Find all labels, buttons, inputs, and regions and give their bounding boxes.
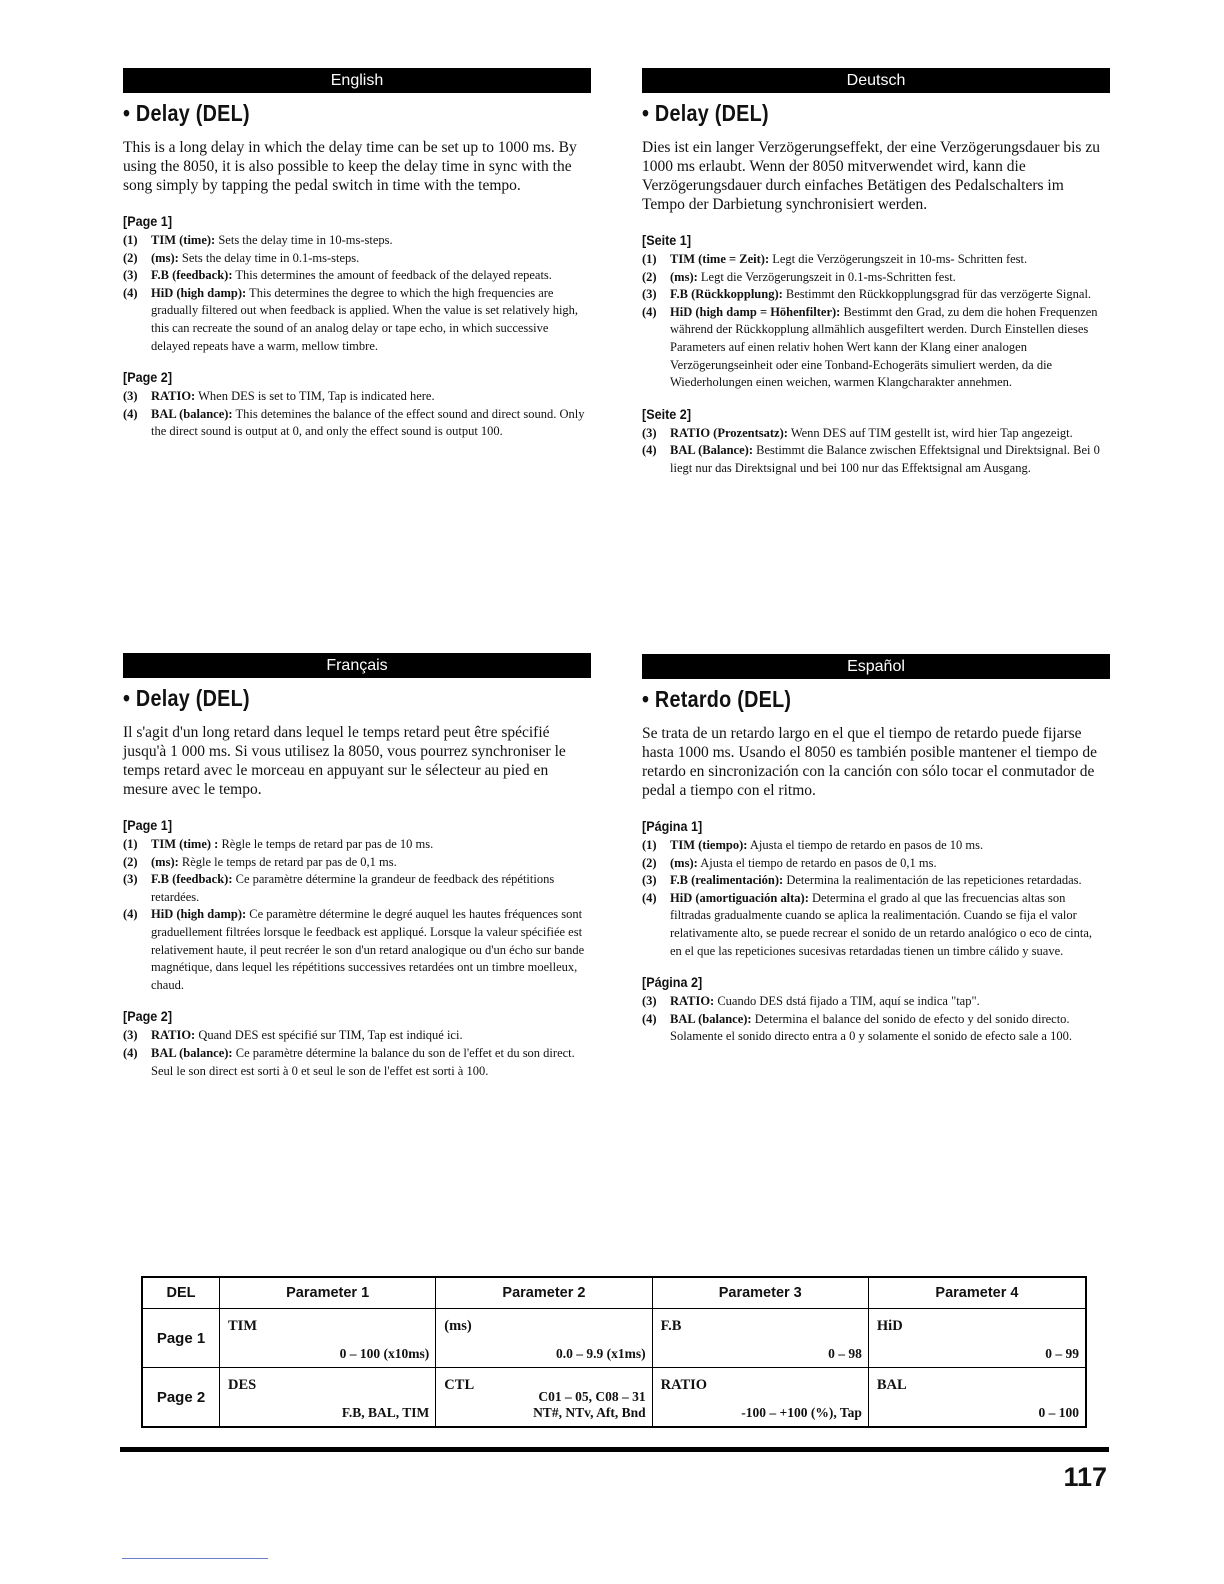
param-name: TIM <box>228 1318 257 1334</box>
section-francais <box>123 653 591 1094</box>
param-item: (1) TIM (time) : Règle le temps de retard par pas de 10 ms. <box>123 837 434 851</box>
param-range: 0 – 100 <box>1038 1405 1079 1420</box>
section-title: • Retardo (DEL) <box>642 686 792 712</box>
table-cell <box>868 1309 1086 1368</box>
page2-params <box>123 388 591 441</box>
param-item: (3) RATIO: Quand DES est spécifié sur TIM, Tap est indiqué ici. <box>123 1028 463 1043</box>
param-name: (ms) <box>444 1318 472 1334</box>
param-range: 0.0 – 9.9 (x1ms) <box>555 1346 646 1361</box>
table-cell <box>220 1368 436 1428</box>
intro-text: Dies ist ein langer Verzögerungseffekt, der eine Verzögerungsdauer bis zu 1000 ms erlaubt. Wenn der 8050 mitverwendet wird, kann die Verzögerungsdauer durch einfaches Betätigen des Pedalschalters im Tempo der Darbietung synchronisiert werden. <box>642 139 1100 213</box>
page1-params <box>123 232 591 355</box>
page2-heading: [Page 2] <box>123 1008 173 1025</box>
section-espanol <box>642 654 1110 1060</box>
param-name: RATIO <box>660 1377 708 1393</box>
page1-heading: [Seite 1] <box>642 232 692 248</box>
page2-params <box>123 1027 591 1080</box>
param-name: CTL <box>444 1377 475 1393</box>
param-item: (3) F.B (Rückkopplung): Bestimmt den Rückkopplungsgrad für das verzögerte Signal. <box>642 287 1092 302</box>
param-item: (4) BAL (balance): This detemines the balance of the effect sound and direct sound. Only the direct sound is output at 0, and only the effect sound is output 100. <box>123 406 585 439</box>
param-item: (1) TIM (time = Zeit): Legt die Verzögerungszeit in 10-ms- Schritten fest. <box>642 252 1028 266</box>
page-number: 117 <box>1063 1462 1107 1492</box>
column-header: Parameter 2 <box>436 1277 652 1309</box>
param-item: (4) BAL (balance): Ce paramètre détermine la balance du son de l'effet et du son direct. Seul le son direct est sorti à 0 et seul le son de l'effet est sorti à 100. <box>123 1045 575 1078</box>
footer-rule <box>120 1447 1109 1452</box>
table-cell <box>868 1368 1086 1428</box>
table-cell <box>436 1309 652 1368</box>
page1-params <box>642 251 1110 392</box>
page1-heading: [Page 1] <box>123 213 173 229</box>
param-item: (3) RATIO: When DES is set to TIM, Tap is indicated here. <box>123 389 435 404</box>
param-range: 0 – 99 <box>1045 1346 1079 1361</box>
page2-params <box>642 425 1110 478</box>
language-bar: Español <box>642 654 1110 679</box>
param-item: (2) (ms): Legt die Verzögerungszeit in 0.1-ms-Schritten fest. <box>642 269 956 284</box>
row-header: Page 2 <box>142 1368 220 1428</box>
param-item: (2) (ms): Ajusta el tiempo de retardo en pasos de 0,1 ms. <box>642 855 937 870</box>
row-header: Page 1 <box>142 1309 220 1368</box>
param-range: C01 – 05, C08 – 31 NT#, NTv, Aft, Bnd <box>533 1389 646 1420</box>
table-row <box>142 1368 1086 1428</box>
table-cell <box>220 1309 436 1368</box>
page2-heading: [Página 2] <box>642 974 703 991</box>
page2-heading: [Page 2] <box>123 369 173 386</box>
table-cell <box>652 1368 868 1428</box>
parameter-table <box>141 1276 1087 1428</box>
param-name: BAL <box>876 1377 907 1393</box>
page1-heading: [Page 1] <box>123 817 173 833</box>
param-item: (3) F.B (feedback): This determines the amount of feedback of the delayed repeats. <box>123 268 552 283</box>
table-corner: DEL <box>142 1277 220 1309</box>
intro-text: Se trata de un retardo largo en el que el tiempo de retardo puede fijarse hasta 1000 ms. Usando el 8050 es también posible mantener el tiempo de retardo en sincronización con la canción con sólo tocar el conmutador de pedal a tiempo con el ritmo. <box>642 725 1097 799</box>
param-item: (1) TIM (time): Sets the delay time in 10-ms-steps. <box>123 233 393 247</box>
language-bar: Français <box>123 653 591 678</box>
param-item: (3) F.B (feedback): Ce paramètre détermine la grandeur de feedback des répétitions retardées. <box>123 872 555 904</box>
param-item: (4) HiD (amortiguación alta): Determina el grado al que las frecuencias altas son filtradas gradualmente cuando se aplica la realimentación. Cuando se fija el valor relativamente alto, se puede recrear el sonido de un retardo analógico o eco de cinta, en el que las repeticiones sucesivas retardadas tienen un timbre cálido y suave. <box>642 890 1093 958</box>
language-bar: English <box>123 68 591 93</box>
param-item: (2) (ms): Sets the delay time in 0.1-ms-steps. <box>123 250 360 265</box>
page2-params <box>642 993 1110 1046</box>
param-item: (4) BAL (Balance): Bestimmt die Balance zwischen Effektsignal und Direktsignal. Bei 0 liegt nur das Direktsignal und bei 100 nur das Effektsignal am Ausgang. <box>642 443 1100 475</box>
param-name: HiD <box>876 1318 903 1334</box>
param-item: (3) RATIO (Prozentsatz): Wenn DES auf TIM gestellt ist, wird hier Tap angezeigt. <box>642 425 1073 440</box>
param-range: -100 – +100 (%), Tap <box>741 1405 862 1420</box>
table-row <box>142 1309 1086 1368</box>
param-item: (4) HiD (high damp): This determines the degree to which the high frequencies are gradually filtered out when feedback is applied. When the value is set relatively high, this can recreate the sound of an analog delay or tape echo, in which successive delayed repeats have a warm, mellow timbre. <box>123 285 579 353</box>
param-item: (4) HiD (high damp): Ce paramètre détermine le degré auquel les hautes fréquences sont graduellement filtrées lorsque le feedback est appliqué. Lorsque la valeur spécifiée est relativement haute, il peut recréer le son d'un retard analogique ou d'un écho sur bande magnétique, dans lequel les répétitions successives retardées ont un timbre moelleux, chaud. <box>123 907 585 992</box>
param-item: (3) RATIO: Cuando DES dstá fijado a TIM, aquí se indica "tap". <box>642 994 980 1009</box>
intro-text: This is a long delay in which the delay time can be set up to 1000 ms. By using the 8050, it is also possible to keep the delay time in sync with the song simply by tapping the pedal switch in time with the tempo. <box>123 139 577 194</box>
table-cell <box>652 1309 868 1368</box>
param-name: DES <box>228 1377 257 1393</box>
param-name: F.B <box>660 1318 682 1334</box>
page1-heading: [Página 1] <box>642 818 703 834</box>
language-bar: Deutsch <box>642 68 1110 93</box>
bottom-line <box>122 1558 268 1559</box>
param-item: (1) TIM (tiempo): Ajusta el tiempo de retardo en pasos de 10 ms. <box>642 838 984 852</box>
intro-text: Il s'agit d'un long retard dans lequel le temps retard peut être spécifié jusqu'à 1 000 ms. Si vous utilisez la 8050, vous pourrez synchroniser le temps retard avec le morceau en appuyant sur le sélecteur au pied en mesure avec le tempo. <box>123 724 566 798</box>
page2-heading: [Seite 2] <box>642 405 692 422</box>
section-english <box>123 68 591 455</box>
column-header: Parameter 3 <box>652 1277 868 1309</box>
table-cell <box>436 1368 652 1428</box>
param-item: (4) BAL (balance): Determina el balance del sonido de efecto y del sonido directo. Solamente el sonido directo entra a 0 y solamente el sonido de efecto sale a 100. <box>642 1011 1072 1044</box>
param-range: 0 – 98 <box>828 1346 862 1361</box>
param-range: F.B, BAL, TIM <box>341 1405 430 1420</box>
param-item: (2) (ms): Règle le temps de retard par pas de 0,1 ms. <box>123 854 397 869</box>
section-deutsch <box>642 68 1110 492</box>
section-title: • Delay (DEL) <box>123 100 250 126</box>
section-title: • Delay (DEL) <box>642 100 769 126</box>
section-title: • Delay (DEL) <box>123 685 250 711</box>
param-item: (4) HiD (high damp = Höhenfilter): Bestimmt den Grad, zu dem die hohen Frequenzen während der Rückkopplung allmählich ausgefiltert werden. Durch Einstellen dieses Parameters auf einen relativ hohen Wert kann der Klang einer analogen Verzögerungseinheit oder eine Tonband-Echogeräts simuliert werden, da die Wiederholungen einen weichen, warmen Klangcharakter annehmen. <box>642 304 1098 390</box>
param-item: (3) F.B (realimentación): Determina la realimentación de las repeticiones retardadas. <box>642 873 1082 888</box>
param-range: 0 – 100 (x10ms) <box>339 1346 430 1361</box>
table-header-row <box>142 1277 1086 1309</box>
page1-params <box>123 836 591 994</box>
column-header: Parameter 1 <box>220 1277 436 1309</box>
column-header: Parameter 4 <box>868 1277 1086 1309</box>
page1-params <box>642 837 1110 960</box>
